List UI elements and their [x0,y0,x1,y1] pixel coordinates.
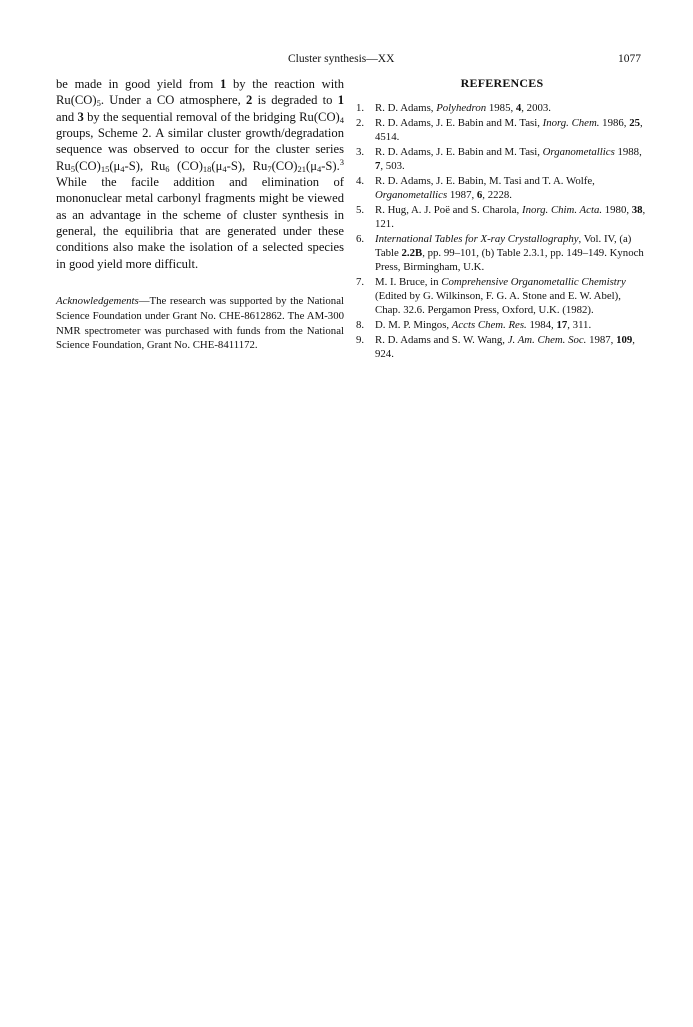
reference-item: 8. D. M. P. Mingos, Accts Chem. Res. 1984, 17, 311. [356,319,592,332]
reference-item: 6. International Tables for X-ray Crystallography, Vol. IV, (a) Table 2.2B, pp. 99–101, (b) Table 2.3.1, pp. 149–149. Kynoch Press, Birmingham, U.K. [356,232,644,274]
reference-item: 2. R. D. Adams, J. E. Babin and M. Tasi, Inorg. Chem. 1986, 25, 4514. [356,116,643,143]
reference-item: 9. R. D. Adams and S. W. Wang, J. Am. Chem. Soc. 1987, 109, 924. [356,334,635,361]
body-paragraph: be made in good yield from 1 by the reaction with $Ru(CO)_5$. Under a CO atmosphere, 2 is degraded to 1 and 3 by the sequential removal of the bridging $Ru(CO)_4$ groups, Scheme 2. A similar cluster growth/degradation sequence was observed to occur for the cluster series $Ru_5(CO)_{15}(\mu_4-S)$, $Ru_6$ $(CO)_{18}(\mu_4-S)$, $Ru_7(CO)_{21}(\mu_4-S).^3$ While the facile addition and elimination of mononuclear metal carbonyl fragments might be viewed as an advantage in the scheme of cluster synthesis in general, the equilibria that are generated under these conditions also make the isolation of a selected species in good yield more difficult. [56,77,344,271]
reference-item: 5. R. Hug, A. J. Poë and S. Charola, Inorg. Chim. Acta. 1980, 38, 121. [356,203,646,230]
left-column [56,76,344,364]
right-column [356,76,648,362]
reference-item: 4. R. D. Adams, J. E. Babin, M. Tasi and T. A. Wolfe, Organometallics 1987, 6, 2228. [356,174,595,201]
reference-list [356,101,648,361]
reference-item: 7. M. I. Bruce, in Comprehensive Organometallic Chemistry (Edited by G. Wilkinson, F. G. A. Stone and E. W. Abel), Chap. 32.6. Pergamon Press, Oxford, U.K. (1982). [356,276,626,317]
reference-item: 3. R. D. Adams, J. E. Babin and M. Tasi, Organometallics 1988, 7, 503. [356,145,642,172]
acknowledgements: Acknowledgements—The research was supported by the National Science Foundation under Grant No. CHE-8612862. The AM-300 NMR spectrometer was purchased with funds from the National Science Foundation, Grant No. CHE-8411172. [56,295,344,352]
reference-item: 1. R. D. Adams, Polyhedron 1985, 4, 2003. [356,102,551,114]
running-title: Cluster synthesis—XX [288,53,395,65]
page-number: 1077 [618,53,641,65]
references-heading: REFERENCES [460,76,544,90]
